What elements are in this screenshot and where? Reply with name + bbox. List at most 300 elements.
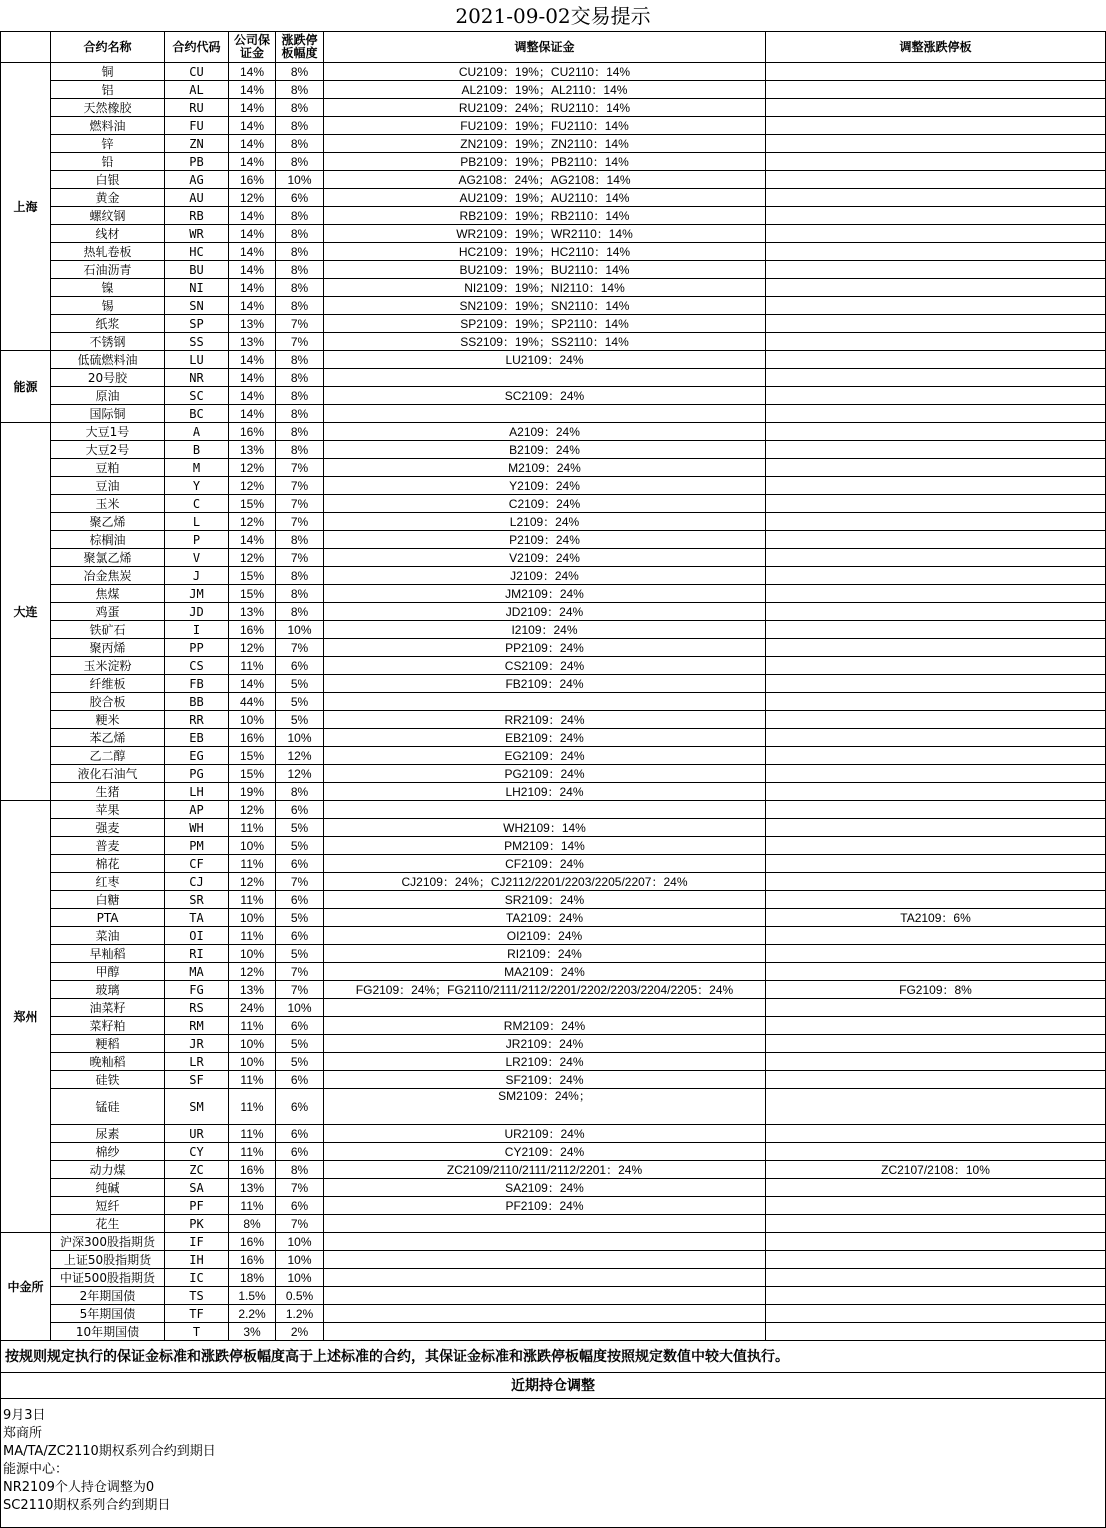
contract-name: 沪深300股指期货 bbox=[51, 1233, 165, 1251]
contract-code: LR bbox=[165, 1053, 229, 1071]
table-row bbox=[1, 837, 1106, 855]
contract-code: SM bbox=[165, 1089, 229, 1125]
exchange-label: 郑州 bbox=[1, 801, 51, 1233]
adjusted-limit bbox=[766, 207, 1106, 225]
table-row bbox=[1, 873, 1106, 891]
adjusted-margin: PG2109：24% bbox=[324, 765, 766, 783]
adjusted-margin: OI2109：24% bbox=[324, 927, 766, 945]
contract-code: NI bbox=[165, 279, 229, 297]
company-margin: 11% bbox=[229, 927, 276, 945]
adjusted-margin: RR2109：24% bbox=[324, 711, 766, 729]
company-margin: 11% bbox=[229, 1017, 276, 1035]
adjusted-margin: CJ2109：24%；CJ2112/2201/2203/2205/2207：24% bbox=[324, 873, 766, 891]
contract-code: SF bbox=[165, 1071, 229, 1089]
adjusted-limit bbox=[766, 153, 1106, 171]
contract-code: Y bbox=[165, 477, 229, 495]
header-adj-limit: 调整涨跌停板 bbox=[766, 32, 1106, 63]
near-position-title: 近期持仓调整 bbox=[1, 1373, 1106, 1399]
adjusted-margin: Y2109：24% bbox=[324, 477, 766, 495]
contract-name: 燃料油 bbox=[51, 117, 165, 135]
table-row bbox=[1, 1269, 1106, 1287]
adjusted-margin: ZN2109：19%；ZN2110：14% bbox=[324, 135, 766, 153]
company-margin: 11% bbox=[229, 855, 276, 873]
table-row bbox=[1, 783, 1106, 801]
adjusted-limit bbox=[766, 1125, 1106, 1143]
adjusted-margin: PM2109：14% bbox=[324, 837, 766, 855]
contract-name: 10年期国债 bbox=[51, 1323, 165, 1341]
company-margin: 10% bbox=[229, 1035, 276, 1053]
exchange-label: 中金所 bbox=[1, 1233, 51, 1341]
adjusted-limit bbox=[766, 999, 1106, 1017]
contract-name: 棕榈油 bbox=[51, 531, 165, 549]
table-row bbox=[1, 351, 1106, 369]
near-position-content bbox=[1, 1399, 1106, 1528]
adjusted-limit bbox=[766, 693, 1106, 711]
contract-code: IF bbox=[165, 1233, 229, 1251]
company-margin: 10% bbox=[229, 711, 276, 729]
exchange-label: 能源 bbox=[1, 351, 51, 423]
company-margin: 24% bbox=[229, 999, 276, 1017]
company-margin: 16% bbox=[229, 171, 276, 189]
contract-code: LH bbox=[165, 783, 229, 801]
price-limit: 7% bbox=[276, 477, 324, 495]
price-limit: 1.2% bbox=[276, 1305, 324, 1323]
price-limit: 6% bbox=[276, 1125, 324, 1143]
contract-code: TF bbox=[165, 1305, 229, 1323]
company-margin: 44% bbox=[229, 693, 276, 711]
company-margin: 11% bbox=[229, 1143, 276, 1161]
adjusted-margin: PF2109：24% bbox=[324, 1197, 766, 1215]
contract-name: 棉纱 bbox=[51, 1143, 165, 1161]
contract-name: 不锈钢 bbox=[51, 333, 165, 351]
company-margin: 10% bbox=[229, 909, 276, 927]
table-row bbox=[1, 81, 1106, 99]
contract-name: 5年期国债 bbox=[51, 1305, 165, 1323]
contract-code: SN bbox=[165, 297, 229, 315]
table-row bbox=[1, 1125, 1106, 1143]
contract-name: 黄金 bbox=[51, 189, 165, 207]
contract-name: 原油 bbox=[51, 387, 165, 405]
adjusted-margin bbox=[324, 801, 766, 819]
adjusted-margin: A2109：24% bbox=[324, 423, 766, 441]
adjusted-margin: J2109：24% bbox=[324, 567, 766, 585]
contract-code: PM bbox=[165, 837, 229, 855]
contract-code: PG bbox=[165, 765, 229, 783]
company-margin: 19% bbox=[229, 783, 276, 801]
table-row bbox=[1, 261, 1106, 279]
adjusted-margin: SF2109：24% bbox=[324, 1071, 766, 1089]
company-margin: 18% bbox=[229, 1269, 276, 1287]
adjusted-limit bbox=[766, 891, 1106, 909]
table-row bbox=[1, 1071, 1106, 1089]
adjusted-limit bbox=[766, 513, 1106, 531]
price-limit: 8% bbox=[276, 783, 324, 801]
company-margin: 11% bbox=[229, 1089, 276, 1125]
adjusted-margin: RI2109：24% bbox=[324, 945, 766, 963]
price-limit: 6% bbox=[276, 801, 324, 819]
table-row bbox=[1, 1323, 1106, 1341]
contract-name: 纤维板 bbox=[51, 675, 165, 693]
adjusted-limit bbox=[766, 81, 1106, 99]
table-row bbox=[1, 1089, 1106, 1125]
adjusted-limit bbox=[766, 477, 1106, 495]
price-limit: 5% bbox=[276, 837, 324, 855]
price-limit: 10% bbox=[276, 171, 324, 189]
adjusted-limit bbox=[766, 171, 1106, 189]
company-margin: 16% bbox=[229, 621, 276, 639]
adjusted-limit bbox=[766, 1233, 1106, 1251]
price-limit: 8% bbox=[276, 81, 324, 99]
contract-code: JM bbox=[165, 585, 229, 603]
note-row bbox=[1, 1341, 1106, 1373]
company-margin: 8% bbox=[229, 1215, 276, 1233]
adjusted-limit bbox=[766, 387, 1106, 405]
company-margin: 13% bbox=[229, 315, 276, 333]
adjusted-limit bbox=[766, 333, 1106, 351]
adjusted-margin bbox=[324, 1305, 766, 1323]
price-limit: 7% bbox=[276, 1215, 324, 1233]
adjusted-margin: L2109：24% bbox=[324, 513, 766, 531]
adjusted-limit bbox=[766, 117, 1106, 135]
contract-code: IC bbox=[165, 1269, 229, 1287]
price-limit: 8% bbox=[276, 1161, 324, 1179]
near-position-line: MA/TA/ZC2110期权系列合约到期日 bbox=[3, 1444, 216, 1459]
price-limit: 8% bbox=[276, 225, 324, 243]
table-row bbox=[1, 621, 1106, 639]
adjusted-limit bbox=[766, 1269, 1106, 1287]
contract-code: CJ bbox=[165, 873, 229, 891]
price-limit: 10% bbox=[276, 621, 324, 639]
adjusted-limit bbox=[766, 1215, 1106, 1233]
contract-code: BC bbox=[165, 405, 229, 423]
contract-code: MA bbox=[165, 963, 229, 981]
adjusted-margin: FU2109：19%；FU2110：14% bbox=[324, 117, 766, 135]
adjusted-margin: JM2109：24% bbox=[324, 585, 766, 603]
company-margin: 12% bbox=[229, 549, 276, 567]
price-limit: 8% bbox=[276, 297, 324, 315]
adjusted-limit bbox=[766, 585, 1106, 603]
company-margin: 13% bbox=[229, 441, 276, 459]
near-position-line: 9月3日 bbox=[3, 1408, 46, 1423]
adjusted-margin: LH2109：24% bbox=[324, 783, 766, 801]
price-limit: 6% bbox=[276, 1017, 324, 1035]
adjusted-margin: AG2108：24%；AG2108：14% bbox=[324, 171, 766, 189]
contract-name: 中证500股指期货 bbox=[51, 1269, 165, 1287]
company-margin: 14% bbox=[229, 135, 276, 153]
adjusted-margin bbox=[324, 693, 766, 711]
adjusted-margin: PP2109：24% bbox=[324, 639, 766, 657]
header-adj-margin: 调整保证金 bbox=[324, 32, 766, 63]
near-title-row bbox=[1, 1373, 1106, 1399]
contract-name: 动力煤 bbox=[51, 1161, 165, 1179]
adjusted-limit bbox=[766, 1035, 1106, 1053]
table-row bbox=[1, 279, 1106, 297]
adjusted-margin: C2109：24% bbox=[324, 495, 766, 513]
price-limit: 8% bbox=[276, 135, 324, 153]
contract-name: 棉花 bbox=[51, 855, 165, 873]
adjusted-margin: SA2109：24% bbox=[324, 1179, 766, 1197]
price-limit: 5% bbox=[276, 711, 324, 729]
adjusted-limit bbox=[766, 855, 1106, 873]
adjusted-margin: AL2109：19%；AL2110：14% bbox=[324, 81, 766, 99]
price-limit: 7% bbox=[276, 513, 324, 531]
adjusted-margin: CF2109：24% bbox=[324, 855, 766, 873]
header-row bbox=[1, 32, 1106, 63]
company-margin: 10% bbox=[229, 1053, 276, 1071]
contract-code: PF bbox=[165, 1197, 229, 1215]
table-row bbox=[1, 207, 1106, 225]
price-limit: 6% bbox=[276, 1071, 324, 1089]
adjusted-margin: LU2109：24% bbox=[324, 351, 766, 369]
company-margin: 10% bbox=[229, 837, 276, 855]
company-margin: 14% bbox=[229, 675, 276, 693]
contract-code: CY bbox=[165, 1143, 229, 1161]
contract-code: C bbox=[165, 495, 229, 513]
contract-name: 上证50股指期货 bbox=[51, 1251, 165, 1269]
company-margin: 11% bbox=[229, 891, 276, 909]
contract-name: 甲醇 bbox=[51, 963, 165, 981]
adjusted-limit bbox=[766, 1071, 1106, 1089]
contract-name: 白糖 bbox=[51, 891, 165, 909]
adjusted-margin: NI2109：19%；NI2110：14% bbox=[324, 279, 766, 297]
company-margin: 15% bbox=[229, 495, 276, 513]
company-margin: 14% bbox=[229, 225, 276, 243]
price-limit: 7% bbox=[276, 495, 324, 513]
company-margin: 14% bbox=[229, 99, 276, 117]
company-margin: 13% bbox=[229, 1179, 276, 1197]
contract-name: 胶合板 bbox=[51, 693, 165, 711]
contract-name: 铜 bbox=[51, 63, 165, 81]
price-limit: 10% bbox=[276, 1251, 324, 1269]
table-row bbox=[1, 477, 1106, 495]
table-row bbox=[1, 1287, 1106, 1305]
table-row bbox=[1, 657, 1106, 675]
adjusted-limit: ZC2107/2108：10% bbox=[766, 1161, 1106, 1179]
price-limit: 7% bbox=[276, 963, 324, 981]
adjusted-limit bbox=[766, 711, 1106, 729]
header-exchange bbox=[1, 32, 51, 63]
adjusted-limit bbox=[766, 531, 1106, 549]
company-margin: 12% bbox=[229, 639, 276, 657]
adjusted-margin: RB2109：19%；RB2110：14% bbox=[324, 207, 766, 225]
company-margin: 15% bbox=[229, 585, 276, 603]
contract-name: 聚丙烯 bbox=[51, 639, 165, 657]
adjusted-margin bbox=[324, 1269, 766, 1287]
price-limit: 8% bbox=[276, 531, 324, 549]
contract-code: EB bbox=[165, 729, 229, 747]
price-limit: 7% bbox=[276, 315, 324, 333]
contract-code: RM bbox=[165, 1017, 229, 1035]
contract-code: AL bbox=[165, 81, 229, 99]
table-row bbox=[1, 333, 1106, 351]
contract-code: CS bbox=[165, 657, 229, 675]
contract-name: 2年期国债 bbox=[51, 1287, 165, 1305]
adjusted-limit bbox=[766, 1197, 1106, 1215]
price-limit: 12% bbox=[276, 747, 324, 765]
contract-name: 液化石油气 bbox=[51, 765, 165, 783]
adjusted-margin bbox=[324, 1287, 766, 1305]
contract-name: 菜油 bbox=[51, 927, 165, 945]
company-margin: 10% bbox=[229, 945, 276, 963]
table-row bbox=[1, 315, 1106, 333]
contract-name: 生猪 bbox=[51, 783, 165, 801]
price-limit: 8% bbox=[276, 387, 324, 405]
price-limit: 8% bbox=[276, 567, 324, 585]
company-margin: 12% bbox=[229, 801, 276, 819]
header-limit-line2: 板幅度 bbox=[281, 46, 318, 60]
company-margin: 14% bbox=[229, 369, 276, 387]
table-row bbox=[1, 1035, 1106, 1053]
contract-code: HC bbox=[165, 243, 229, 261]
company-margin: 14% bbox=[229, 261, 276, 279]
table-row bbox=[1, 459, 1106, 477]
contract-code: ZN bbox=[165, 135, 229, 153]
price-limit: 6% bbox=[276, 1197, 324, 1215]
company-margin: 12% bbox=[229, 873, 276, 891]
contract-name: 油菜籽 bbox=[51, 999, 165, 1017]
contract-name: 聚氯乙烯 bbox=[51, 549, 165, 567]
adjusted-margin: FG2109：24%；FG2110/2111/2112/2201/2202/2203/2204/2205：24% bbox=[324, 981, 766, 999]
adjusted-margin: RM2109：24% bbox=[324, 1017, 766, 1035]
company-margin: 15% bbox=[229, 747, 276, 765]
adjusted-limit bbox=[766, 567, 1106, 585]
contract-code: OI bbox=[165, 927, 229, 945]
company-margin: 13% bbox=[229, 981, 276, 999]
contract-name: 尿素 bbox=[51, 1125, 165, 1143]
adjusted-limit bbox=[766, 495, 1106, 513]
contract-name: 白银 bbox=[51, 171, 165, 189]
price-limit: 7% bbox=[276, 459, 324, 477]
company-margin: 3% bbox=[229, 1323, 276, 1341]
price-limit: 6% bbox=[276, 891, 324, 909]
table-row bbox=[1, 1143, 1106, 1161]
adjusted-limit: TA2109：6% bbox=[766, 909, 1106, 927]
adjusted-margin: LR2109：24% bbox=[324, 1053, 766, 1071]
company-margin: 14% bbox=[229, 387, 276, 405]
company-margin: 14% bbox=[229, 63, 276, 81]
adjusted-margin: PB2109：19%；PB2110：14% bbox=[324, 153, 766, 171]
contract-code: JR bbox=[165, 1035, 229, 1053]
company-margin: 15% bbox=[229, 567, 276, 585]
adjusted-limit bbox=[766, 243, 1106, 261]
table-row bbox=[1, 909, 1106, 927]
contract-code: P bbox=[165, 531, 229, 549]
table-row bbox=[1, 135, 1106, 153]
price-limit: 8% bbox=[276, 369, 324, 387]
adjusted-limit bbox=[766, 747, 1106, 765]
company-margin: 16% bbox=[229, 729, 276, 747]
near-position-line: NR2109个人持仓调整为0 bbox=[3, 1480, 155, 1495]
price-limit: 10% bbox=[276, 1269, 324, 1287]
company-margin: 11% bbox=[229, 1071, 276, 1089]
adjusted-limit bbox=[766, 1089, 1106, 1125]
table-row bbox=[1, 441, 1106, 459]
exchange-label: 上海 bbox=[1, 63, 51, 351]
table-row bbox=[1, 531, 1106, 549]
header-name: 合约名称 bbox=[51, 32, 165, 63]
adjusted-margin: SR2109：24% bbox=[324, 891, 766, 909]
contract-name: 玉米淀粉 bbox=[51, 657, 165, 675]
contract-name: 镍 bbox=[51, 279, 165, 297]
contract-code: WR bbox=[165, 225, 229, 243]
company-margin: 11% bbox=[229, 819, 276, 837]
contract-name: 菜籽粕 bbox=[51, 1017, 165, 1035]
adjusted-margin: RU2109：24%；RU2110：14% bbox=[324, 99, 766, 117]
table-row bbox=[1, 63, 1106, 81]
adjusted-margin: M2109：24% bbox=[324, 459, 766, 477]
adjusted-limit bbox=[766, 729, 1106, 747]
adjusted-limit bbox=[766, 603, 1106, 621]
adjusted-limit bbox=[766, 279, 1106, 297]
contract-code: WH bbox=[165, 819, 229, 837]
company-margin: 14% bbox=[229, 117, 276, 135]
company-margin: 12% bbox=[229, 963, 276, 981]
contract-code: PK bbox=[165, 1215, 229, 1233]
contract-name: 红枣 bbox=[51, 873, 165, 891]
contract-code: FU bbox=[165, 117, 229, 135]
contract-name: 苯乙烯 bbox=[51, 729, 165, 747]
adjusted-margin: SP2109：19%；SP2110：14% bbox=[324, 315, 766, 333]
table-row bbox=[1, 1053, 1106, 1071]
page-title: 2021-09-02交易提示 bbox=[455, 4, 651, 28]
contract-name: 早籼稻 bbox=[51, 945, 165, 963]
company-margin: 12% bbox=[229, 513, 276, 531]
contract-code: PP bbox=[165, 639, 229, 657]
company-margin: 1.5% bbox=[229, 1287, 276, 1305]
company-margin: 12% bbox=[229, 459, 276, 477]
price-limit: 7% bbox=[276, 549, 324, 567]
price-limit: 5% bbox=[276, 819, 324, 837]
adjusted-limit bbox=[766, 783, 1106, 801]
contract-code: T bbox=[165, 1323, 229, 1341]
adjusted-margin: CY2109：24% bbox=[324, 1143, 766, 1161]
header-code: 合约代码 bbox=[165, 32, 229, 63]
adjusted-margin bbox=[324, 1215, 766, 1233]
near-position-line: 郑商所 bbox=[3, 1426, 43, 1441]
table-row bbox=[1, 387, 1106, 405]
table-row bbox=[1, 153, 1106, 171]
price-limit: 6% bbox=[276, 657, 324, 675]
price-limit: 2% bbox=[276, 1323, 324, 1341]
adjusted-limit bbox=[766, 945, 1106, 963]
contract-name: 锡 bbox=[51, 297, 165, 315]
contract-code: CU bbox=[165, 63, 229, 81]
company-margin: 12% bbox=[229, 477, 276, 495]
contract-name: 粳稻 bbox=[51, 1035, 165, 1053]
contract-name: 焦煤 bbox=[51, 585, 165, 603]
company-margin: 14% bbox=[229, 207, 276, 225]
contract-code: TS bbox=[165, 1287, 229, 1305]
contract-code: RR bbox=[165, 711, 229, 729]
contract-code: A bbox=[165, 423, 229, 441]
contract-name: 20号胶 bbox=[51, 369, 165, 387]
contract-name: 纯碱 bbox=[51, 1179, 165, 1197]
contract-name: 线材 bbox=[51, 225, 165, 243]
company-margin: 14% bbox=[229, 81, 276, 99]
contract-code: PB bbox=[165, 153, 229, 171]
contract-code: J bbox=[165, 567, 229, 585]
table-row bbox=[1, 891, 1106, 909]
price-limit: 8% bbox=[276, 63, 324, 81]
table-row bbox=[1, 405, 1106, 423]
adjusted-limit bbox=[766, 963, 1106, 981]
table-row bbox=[1, 1017, 1106, 1035]
company-margin: 11% bbox=[229, 1197, 276, 1215]
price-limit: 8% bbox=[276, 99, 324, 117]
adjusted-limit bbox=[766, 765, 1106, 783]
company-margin: 16% bbox=[229, 423, 276, 441]
contract-code: TA bbox=[165, 909, 229, 927]
